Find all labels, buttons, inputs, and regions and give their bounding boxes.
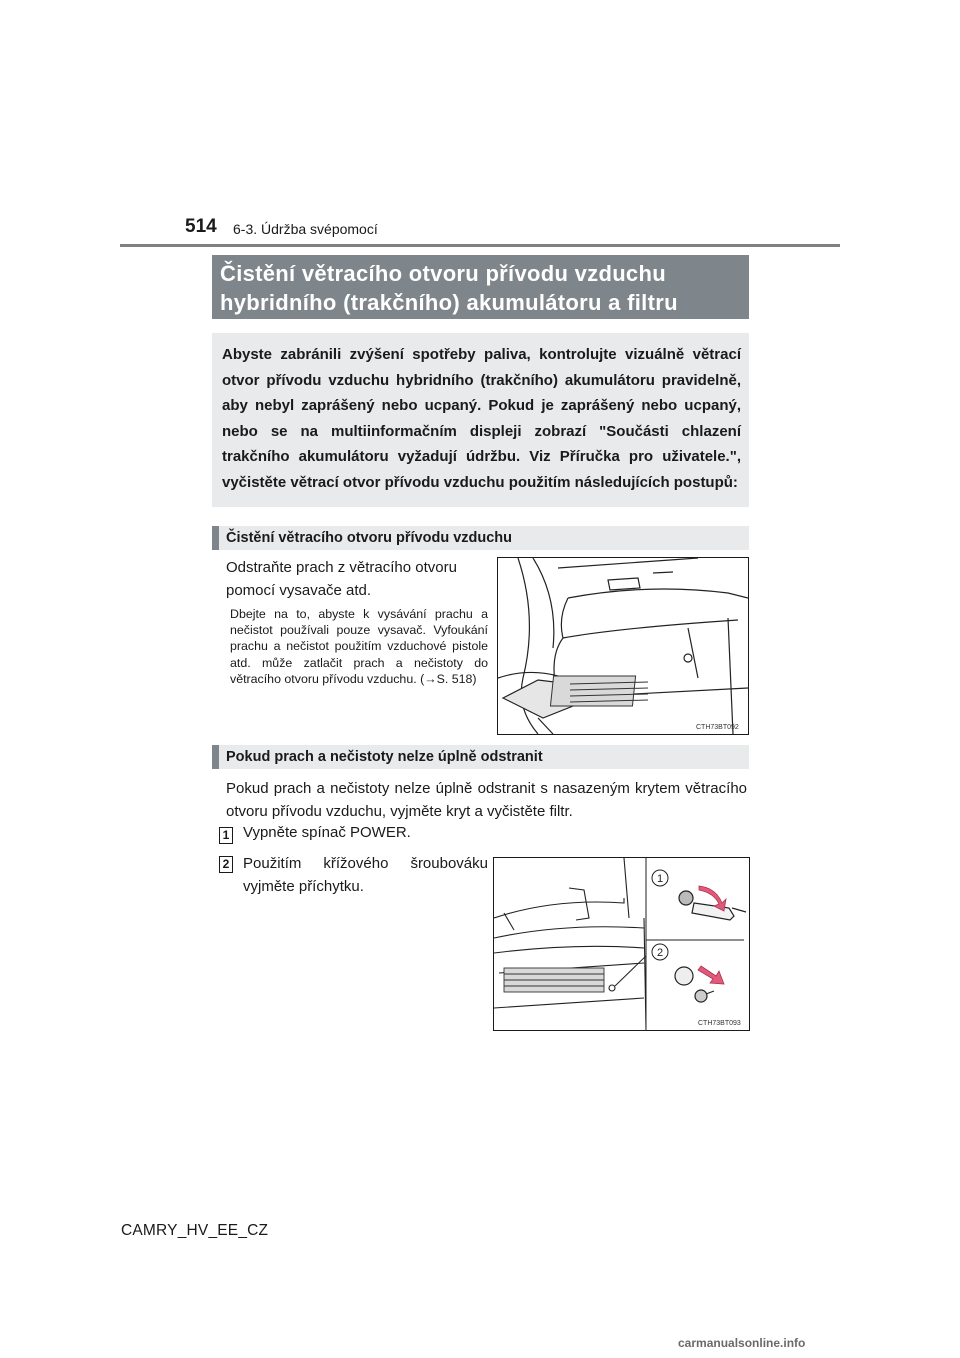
intro-box: Abyste zabránili zvýšení spotřeby paliva, kontrolujte vizuálně větrací otvor přívodu vzduchu hybridního (trakčního) akumulátoru pravidelně, aby nebyl zaprášený nebo ucpaný. Pokud je zaprášený nebo ucpaný, nebo se na multiinformačním displeji zobrazí "Součásti chlazení trakčního akumulátoru vyžadují údržbu. Viz Příručka pro uživatele.", vyčistěte větrací otvor přívodu vzduchu použitím následujících postupů: [212, 333, 749, 507]
vacuum-vent-illustration [498, 558, 748, 734]
figure-vacuum-vent [497, 557, 749, 735]
header-divider [120, 244, 840, 247]
step-number-1: 1 [219, 827, 233, 844]
watermark: carmanualsonline.info [678, 1336, 806, 1350]
paragraph-remove-cover: Pokud prach a nečistoty nelze úplně odstranit s nasazeným krytem větracího otvoru přívodu vzduchu, vyjměte kryt a vyčistěte filtr. [226, 780, 747, 820]
callout-2: 2 [656, 947, 664, 959]
step-vacuum-text: Odstraňte prach z větracího otvoru pomocí vysavače atd. [226, 559, 457, 599]
remove-clip-illustration [494, 858, 749, 1030]
page-title-line-2: hybridního (trakčního) akumulátoru a filtru [220, 290, 678, 315]
step-number-2: 2 [219, 856, 233, 873]
page-title-line-1: Čistění větracího otvoru přívodu vzduchu [220, 261, 666, 286]
breadcrumb: 6-3. Údržba svépomocí [233, 221, 378, 237]
section-heading-cleaning: Čistění větracího otvoru přívodu vzduchu [212, 526, 749, 550]
page-number: 514 [185, 216, 217, 237]
step-1-text: Vypněte spínač POWER. [243, 824, 411, 841]
figure-code-1: CTH73BT092 [696, 724, 739, 731]
callout-1: 1 [656, 873, 664, 885]
note-vacuum: Dbejte na to, abyste k vysávání prachu a nečistot používali pouze vysavač. Vyfoukání prachu a nečistot použitím vzduchové pistole atd. může zatlačit prach a nečistoty do větracího otvoru přívodu vzduchu. (→S. 518) [230, 607, 488, 686]
step-2-text: Použitím křížového šroubováku vyjměte příchytku. [243, 855, 488, 895]
footer-model-code: CAMRY_HV_EE_CZ [121, 1222, 269, 1239]
page-title [212, 255, 749, 319]
section-heading-dust-not-removed: Pokud prach a nečistoty nelze úplně odstranit [212, 745, 749, 769]
figure-code-2: CTH73BT093 [698, 1020, 741, 1027]
figure-remove-clip [493, 857, 750, 1031]
